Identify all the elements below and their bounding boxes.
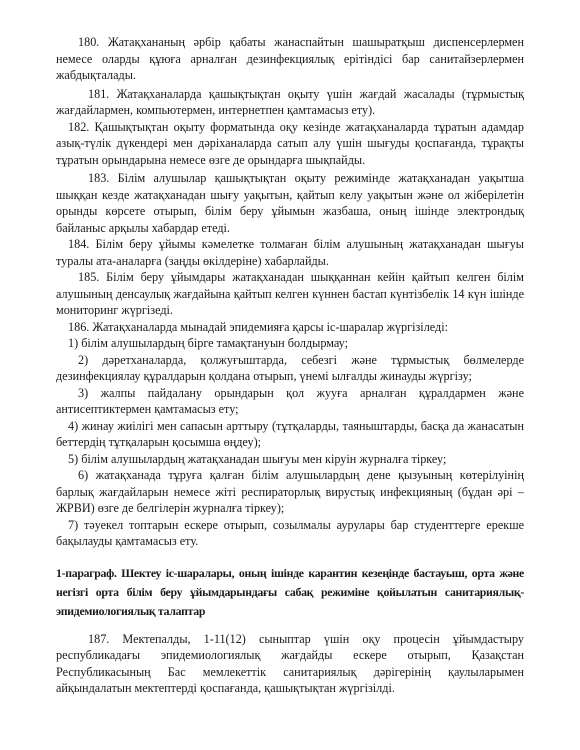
paragraph-183: 183. Білім алушылар қашықтықтан оқыту режимінде жатақханадан уақытша шыққан кезде жатақханадан шығу уақытын, қайтып келу уақытын және ол жіберілетін орынды көрсете отырып, білім беру ұйымын жазбаша, оның ішінде электрондық байланыс арқылы хабардар етеді. xyxy=(56,171,524,235)
paragraph-184: 184. Білім беру ұйымы кәмелетке толмаған білім алушының жатақханадан шығуы туралы ата-аналарға (заңды өкілдеріне) хабарлайды. xyxy=(56,237,524,268)
list-item-1: 1) білім алушылардың бірге тамақтануын болдырмау; xyxy=(68,336,348,350)
list-item-3: 3) жалпы пайдалану орындарын қол жууға арналған құралдармен және антисептиктермен қамтамасыз ету; xyxy=(56,385,524,416)
section-heading: 1-параграф. Шектеу іс-шаралары, оның ішінде карантин кезеңінде бастауыш, орта және негізгі орта білім беру ұйымдарындағы сабақ режиміне қойылатын санитариялық-эпидемиологиялық талаптар xyxy=(56,565,524,618)
paragraph-186: 186. Жатақханаларда мынадай эпидемияға қарсы іс-шаралар жүргізіледі: xyxy=(68,319,449,334)
paragraph-181: 181. Жатақханаларда қашықтықтан оқыту үшін жағдай жасалады (тұрмыстық жағдайлармен, компьютермен, интернетпен қамтамасыз ету). xyxy=(56,86,524,117)
paragraph-182: 182. Қашықтықтан оқыту форматында оқу кезінде жатақханаларда тұратын адамдар азық-түлік дүкендері мен дәріханаларда сатып алу үшін шығуды қоспағанда, тұрақты тұратын орындарына немесе өзге де орындарға шықпайды. xyxy=(56,119,524,167)
list-item-7: 7) тәуекел топтарын ескере отырып, созылмалы аурулары бар студенттерге ерекше бақылауды қамтамасыз ету. xyxy=(56,517,524,548)
paragraph-180: 180. Жатақхананың әрбір қабаты жанаспайтын шашыратқыш диспенсерлермен немесе оларды құюға арналған дезинфекциялық ерітіндісі бар санитайзерлермен жабдықталады. xyxy=(56,35,524,82)
paragraph-187: 187. Мектепалды, 1-11(12) сыныптар үшін оқу процесін ұйымдастыру республикадағы эпидемиологиялық жағдайды ескере отырып, Қазақстан Республикасының Бас мемлекеттік санитариялық дәрігерінің қаулыларымен айқындалатын мектептерді қоспағанда, қашықтықтан жүргізілді. xyxy=(56,631,524,695)
list-item-2: 2) дәретханаларда, қолжуғыштарда, себезгі және тұрмыстық бөлмелерде дезинфекциялау құралдарын қолдана отырып, үнемі ылғалды жинауды жүргізу; xyxy=(56,352,524,383)
paragraph-185: 185. Білім беру ұйымдары жатақханадан шыққаннан кейін қайтып келген білім алушының денсаулық жағдайына қайтып келген күннен бастап күнтізбелік 14 күн ішінде мониторинг жүргізеді. xyxy=(56,270,524,317)
list-item-4: 4) жинау жиілігі мен сапасын арттыру (тұтқаларды, таяныштарды, басқа да жанасатын беттердің тұтқаларын қосымша өңдеу); xyxy=(56,418,524,449)
list-item-6: 6) жатақханада тұруға қалған білім алушылардың дене қызуының көтерілуінің барлық жағдайларын немесе жіті респираторлық вирустық инфекцияның (бұдан әрі – ЖРВИ) өзге де белгілерін журналға тіркеу); xyxy=(56,468,524,515)
list-item-5: 5) білім алушылардың жатақханадан шығуы мен кіруін журналға тіркеу; xyxy=(68,451,447,466)
